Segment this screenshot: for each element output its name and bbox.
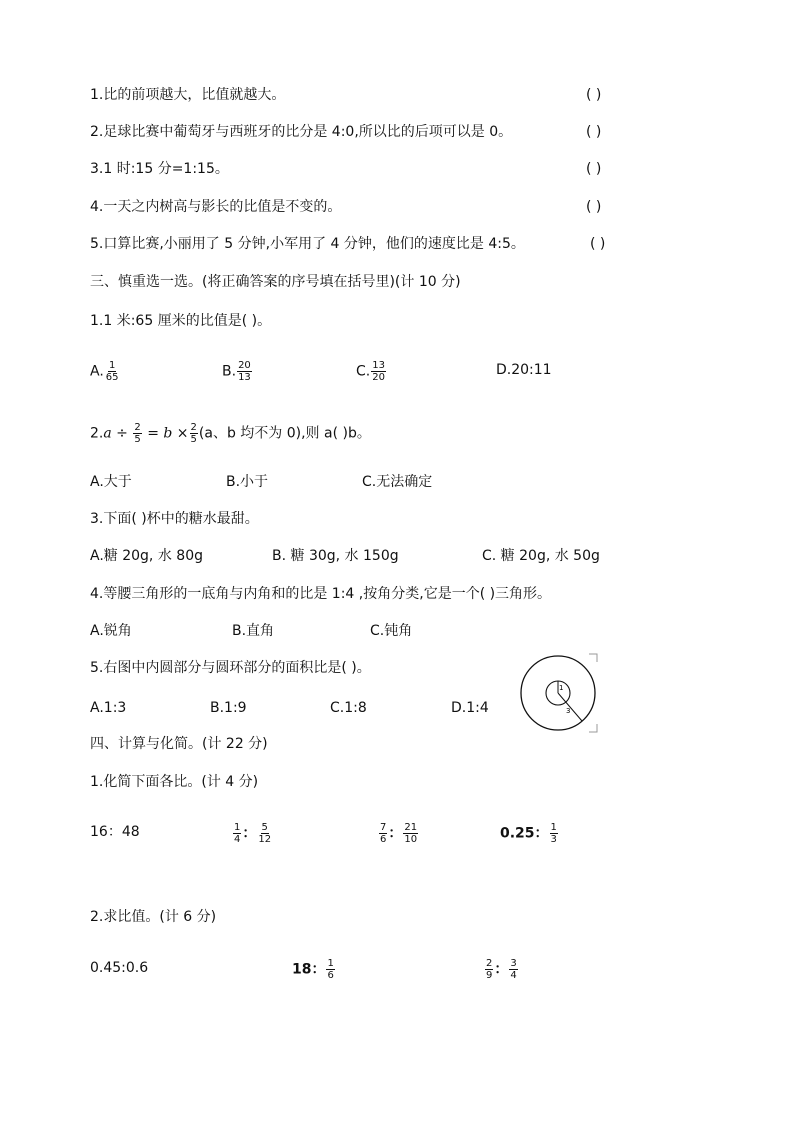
fraction: $\frac{2}{9}$ — [486, 958, 493, 981]
s3-q3-option-c[interactable]: C. 糖 20g, 水 50g — [482, 548, 600, 564]
s3-q5-option-c[interactable]: C.1:8 — [330, 700, 367, 716]
fraction: $\frac{7}{6}$ — [380, 822, 387, 845]
outer-radius-label: 3 — [566, 707, 571, 715]
s3-q1-option-b[interactable]: B. $\frac{20}{13}$ — [222, 360, 251, 383]
fraction: $\frac{3}{4}$ — [510, 958, 517, 981]
answer-paren[interactable]: ( ) — [586, 161, 602, 177]
s4-p1-title: 1.化简下面各比。(计 4 分) — [90, 774, 259, 790]
fraction: $\frac{1}{3}$ — [550, 822, 557, 845]
s3-q4-option-c[interactable]: C.钝角 — [370, 623, 413, 639]
ratio-item-3: $\frac{2}{9}$ ： $\frac{3}{4}$ — [486, 958, 517, 981]
s3-q5-stem: 5.右图中内圆部分与圆环部分的面积比是( )。 — [90, 660, 371, 676]
s3-q5-option-b[interactable]: B.1:9 — [210, 700, 247, 716]
s3-q4-stem: 4.等腰三角形的一底角与内角和的比是 1:4 ,按角分类,它是一个( )三角形。 — [90, 586, 552, 602]
simplify-item-4: 0.25： $\frac{1}{3}$ — [500, 822, 557, 845]
s3-q1-option-c[interactable]: C. $\frac{13}{20}$ — [356, 360, 385, 383]
simplify-item-3: $\frac{7}{6}$ ： $\frac{21}{10}$ — [380, 822, 418, 845]
ratio-item-2: 18： $\frac{1}{6}$ — [292, 958, 334, 981]
ratio-item-1: 0.45:0.6 — [90, 960, 149, 976]
fraction: $\frac{1}{4}$ — [234, 822, 241, 845]
fraction: $\frac{1}{65}$ — [105, 360, 119, 383]
fraction: $\frac{5}{12}$ — [258, 822, 272, 845]
s4-p2-title: 2.求比值。(计 6 分) — [90, 909, 217, 925]
s3-q5-option-d[interactable]: D.1:4 — [451, 700, 489, 716]
answer-paren[interactable]: ( ) — [586, 199, 602, 215]
inner-radius-label: 1 — [559, 684, 564, 692]
s3-q1-option-a[interactable]: A. $\frac{1}{65}$ — [90, 360, 119, 383]
s3-q3-stem: 3.下面( )杯中的糖水最甜。 — [90, 511, 259, 527]
s3-q4-option-a[interactable]: A.锐角 — [90, 623, 132, 639]
s3-q3-option-a[interactable]: A.糖 20g, 水 80g — [90, 548, 203, 564]
s3-q2-option-b[interactable]: B.小于 — [226, 474, 269, 490]
judge-q4: 4.一天之内树高与影长的比值是不变的。 — [90, 199, 342, 215]
answer-paren[interactable]: ( ) — [590, 236, 606, 252]
s3-q1-stem: 1.1 米:65 厘米的比值是( )。 — [90, 313, 272, 329]
judge-q1: 1.比的前项越大，比值就越大。 — [90, 87, 286, 103]
judge-q2: 2.足球比赛中葡萄牙与西班牙的比分是 4:0,所以比的后项可以是 0。 — [90, 124, 513, 140]
judge-q5: 5.口算比赛,小丽用了 5 分钟,小军用了 4 分钟，他们的速度比是 4:5。 — [90, 236, 525, 252]
simplify-item-2: $\frac{1}{4}$ ： $\frac{5}{12}$ — [234, 822, 272, 845]
s3-q3-option-b[interactable]: B. 糖 30g, 水 150g — [272, 548, 399, 564]
s3-q2-stem: 2.a ÷ $\frac{2}{5}$ = b × $\frac{2}{5}$ (a、b 均不为 0),则 a( )b。 — [90, 422, 371, 445]
fraction: $\frac{20}{13}$ — [238, 360, 251, 383]
fraction: $\frac{2}{5}$ — [134, 422, 141, 445]
fraction: $\frac{13}{20}$ — [372, 360, 385, 383]
s3-q2-option-c[interactable]: C.无法确定 — [362, 474, 433, 490]
simplify-item-1: 16：48 — [90, 824, 140, 840]
judge-q3: 3.1 时:15 分=1:15。 — [90, 161, 229, 177]
section4-title: 四、计算与化简。(计 22 分) — [90, 736, 268, 752]
answer-paren[interactable]: ( ) — [586, 87, 602, 103]
s3-q5-option-a[interactable]: A.1:3 — [90, 700, 127, 716]
fraction: $\frac{2}{5}$ — [190, 422, 197, 445]
annulus-figure — [515, 650, 601, 736]
s3-q4-option-b[interactable]: B.直角 — [232, 623, 275, 639]
section3-title: 三、慎重选一选。(将正确答案的序号填在括号里)(计 10 分) — [90, 274, 461, 290]
fraction: $\frac{1}{6}$ — [327, 958, 334, 981]
s3-q1-option-d[interactable]: D.20:11 — [496, 362, 552, 378]
answer-paren[interactable]: ( ) — [586, 124, 602, 140]
s3-q2-option-a[interactable]: A.大于 — [90, 474, 132, 490]
fraction: $\frac{21}{10}$ — [404, 822, 418, 845]
